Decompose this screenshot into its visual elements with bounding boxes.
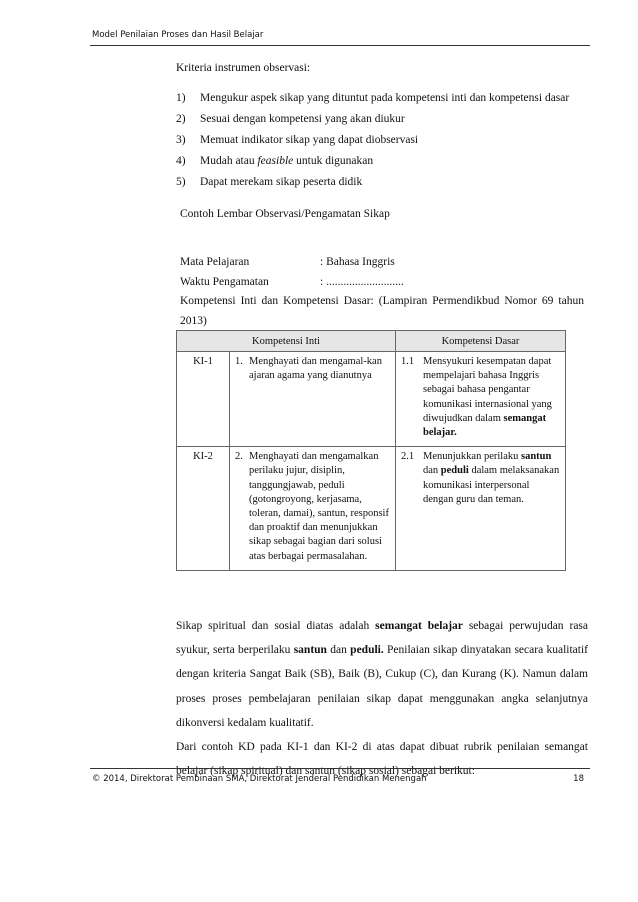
- text-run: Mensyukuri kesempatan dapat mempelajari bahasa Inggris sebagai bahasa pengantar komunikasi internasional yang diwujudkan dalam: [423, 356, 552, 424]
- text-run: dalam melaksanakan komunikasi interpersonal dengan guru dan teman.: [423, 465, 560, 505]
- list-number: 4): [176, 154, 186, 167]
- list-number: 1): [176, 91, 186, 104]
- header-kompetensi-dasar: Kompetensi Dasar: [396, 331, 566, 352]
- list-number: 3): [176, 133, 186, 146]
- header-kompetensi-inti: Kompetensi Inti: [177, 331, 396, 352]
- kd-number: 2.1: [401, 451, 415, 463]
- ki-number: 2.: [235, 451, 243, 463]
- kd-cell: [396, 352, 566, 447]
- bold-term: santun: [520, 451, 552, 463]
- meta-key: Mata Pelajaran: [180, 256, 250, 268]
- list-item: [176, 129, 569, 150]
- text-run: sebagai perwujudan rasa syukur, serta berperilaku: [176, 620, 589, 657]
- meta-value: : Bahasa Inggris: [320, 256, 395, 268]
- bold-term: semangat belajar.: [423, 412, 547, 439]
- list-text: Memuat indikator sikap yang dapat diobservasi: [200, 133, 419, 146]
- list-item: [176, 171, 569, 192]
- list-text: Sesuai dengan kompetensi yang akan diukur: [200, 112, 405, 125]
- section-title: Contoh Lembar Observasi/Pengamatan Sikap: [180, 208, 390, 220]
- criteria-list: [176, 87, 569, 192]
- bold-term: peduli: [440, 465, 469, 477]
- ki-cell: [230, 447, 396, 571]
- ki-cell: [230, 352, 396, 447]
- body-paragraphs: [176, 614, 588, 783]
- ki-text: Menghayati dan mengamal-kan ajaran agama yang dianutnya: [249, 356, 382, 382]
- paragraph: Dari contoh KD pada KI-1 dan KI-2 di atas dapat dibuat rubrik penilaian semangat belajar (sikap spiritual) dan santun (sikap sosial) sebagai berikut:: [176, 741, 588, 778]
- ki-number: 1.: [235, 356, 243, 367]
- criteria-title: Kriteria instrumen observasi:: [176, 62, 311, 74]
- text-run: dan: [423, 465, 441, 477]
- meta-row: [180, 252, 404, 272]
- meta-key: Waktu Pengamatan: [180, 276, 269, 288]
- kd-number: 1.1: [401, 356, 415, 367]
- footer-copyright: © 2014, Direktorat Pembinaan SMA, Direktorat Jenderal Pendidikan Menengah: [92, 774, 427, 784]
- meta-row: [180, 272, 404, 292]
- meta-value: : ...........................: [320, 276, 404, 288]
- ki-code: KI-1: [177, 352, 230, 447]
- list-text: Mengukur aspek sikap yang dituntut pada kompetensi inti dan kompetensi dasar: [200, 91, 570, 104]
- list-text: Dapat merekam sikap peserta didik: [200, 175, 363, 188]
- bold-term: peduli.: [350, 644, 384, 657]
- list-number: 2): [176, 112, 186, 125]
- footer-divider: [90, 768, 590, 769]
- text-run: Sikap spiritual dan sosial diatas adalah: [176, 620, 376, 632]
- list-text: [200, 155, 373, 167]
- table-row: [177, 447, 566, 571]
- ki-text: Menghayati dan mengamalkan perilaku jujur, disiplin, tanggungjawab, peduli (gotongroyong, kerjasama, toleran, damai), santun, responsif dan proaktif dan menunjukkan sikap sebagai bagian dari solusi atas berbagai permasalahan.: [249, 451, 389, 562]
- text-run: dan: [326, 644, 351, 657]
- header-divider: [90, 45, 590, 46]
- page-number: 18: [573, 774, 584, 784]
- list-item: [176, 87, 569, 108]
- running-header: Model Penilaian Proses dan Hasil Belajar: [92, 30, 264, 40]
- text-run: Mudah atau: [200, 154, 258, 167]
- text-run: Penilaian sikap dinyatakan secara kualitatif dengan kriteria Sangat Baik (SB), Baik (B), Cukup (C), dan Kurang (K). Namun dalam proses proses pembelajaran penilaian sikap dapat menggunakan angka selanjutnya dikonversi kedalam kualitatif.: [176, 644, 588, 729]
- text-run: untuk digunakan: [293, 154, 374, 167]
- bold-term: semangat belajar: [375, 620, 463, 632]
- list-item: [176, 108, 569, 129]
- table-row: [177, 352, 566, 447]
- bold-term: santun: [293, 644, 327, 657]
- kikd-reference: Kompetensi Inti dan Kompetensi Dasar: (Lampiran Permendikbud Nomor 69 tahun 2013): [180, 295, 584, 327]
- italic-term: feasible: [257, 154, 294, 167]
- list-item: [176, 150, 569, 171]
- paragraph: [176, 614, 588, 735]
- text-run: Menunjukkan perilaku: [423, 451, 521, 463]
- ki-code: KI-2: [177, 447, 230, 571]
- competency-table: [176, 330, 566, 571]
- table-header-row: [177, 331, 566, 352]
- kd-text: [423, 355, 560, 440]
- kd-text: [423, 450, 560, 507]
- list-number: 5): [176, 175, 186, 188]
- meta-block: [180, 252, 404, 292]
- kd-cell: [396, 447, 566, 571]
